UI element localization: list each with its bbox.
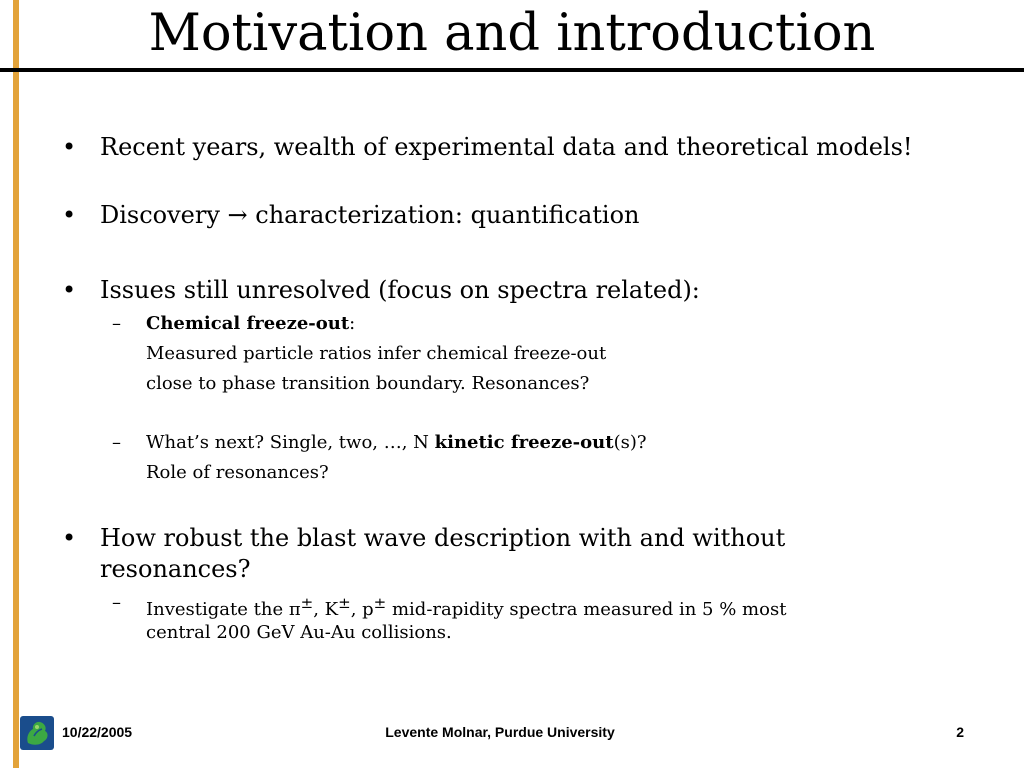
sub-text: mid-rapidity spectra measured in 5 % most: [386, 599, 787, 620]
bullet-item: [62, 523, 940, 585]
sub-item-kinetic-freeze-out: [112, 428, 946, 458]
superscript: ±: [338, 594, 351, 612]
bullet-text: How robust the blast wave description with and without resonances?: [100, 524, 786, 583]
slide-title: Motivation and introduction: [148, 4, 876, 63]
superscript: ±: [300, 594, 314, 612]
sub-continuation: central 200 GeV Au-Au collisions.: [146, 622, 452, 643]
sub-item-chemical-freeze-out: [112, 309, 946, 339]
bullet-item: [62, 275, 940, 306]
sub-dash: –: [112, 313, 121, 334]
slide-footer: [0, 716, 1024, 748]
bullet-text: Discovery → characterization: quantification: [100, 201, 640, 229]
sub-dash: –: [112, 592, 121, 613]
bullet-symbol: •: [62, 276, 77, 304]
sub-text: , K: [313, 599, 339, 620]
footer-author: Levente Molnar, Purdue University: [385, 724, 615, 740]
sub-continuation: Role of resonances?: [146, 462, 329, 483]
sub-continuation: close to phase transition boundary. Resonances?: [146, 373, 590, 394]
bullet-text: Recent years, wealth of experimental data and theoretical models!: [100, 133, 913, 161]
sub-dash: –: [112, 432, 121, 453]
sub-bold-term: kinetic freeze-out: [434, 432, 614, 453]
sub-text: What’s next? Single, two, …, N: [146, 432, 435, 453]
bullet-symbol: •: [62, 201, 77, 229]
slide-number: 2: [956, 724, 964, 740]
superscript: ±: [373, 594, 387, 612]
sub-text: , p: [350, 599, 374, 620]
sub-text: :: [349, 313, 356, 334]
footer-date: 10/22/2005: [62, 724, 133, 740]
bullet-symbol: •: [62, 524, 77, 552]
sub-text: Investigate the π: [146, 599, 301, 620]
bullet-symbol: •: [62, 133, 77, 161]
bullet-text: Issues still unresolved (focus on spectra related):: [100, 276, 700, 304]
bullet-item: [62, 200, 940, 231]
sub-bold-term: Chemical freeze-out: [146, 313, 350, 334]
sub-continuation: Measured particle ratios infer chemical freeze-out: [146, 343, 607, 364]
bullet-item: [62, 132, 940, 163]
sub-text: (s)?: [613, 432, 647, 453]
